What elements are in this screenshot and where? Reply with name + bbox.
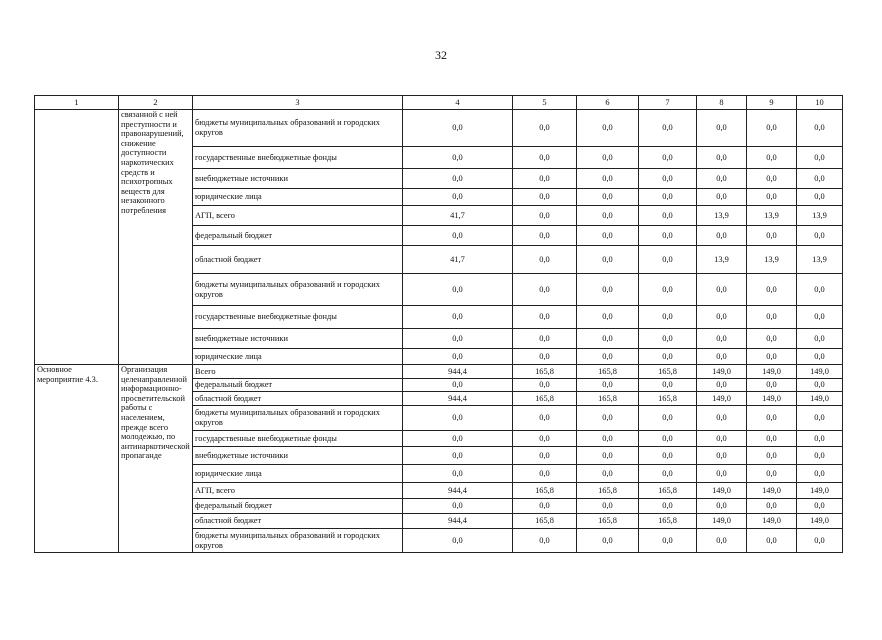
value-cell: 0,0 bbox=[513, 329, 577, 349]
value-cell: 0,0 bbox=[639, 274, 697, 306]
value-cell: 0,0 bbox=[639, 499, 697, 514]
value-cell: 0,0 bbox=[513, 465, 577, 483]
value-cell: 0,0 bbox=[639, 406, 697, 431]
value-cell: 0,0 bbox=[797, 431, 843, 447]
value-cell: 165,8 bbox=[639, 392, 697, 406]
funding-source-label: государственные внебюджетные фонды bbox=[193, 306, 403, 329]
activity-description-cell: связанной с ней преступности и правонарушений, снижение доступности наркотических средств и психотропных веществ для незаконного потребления bbox=[119, 110, 193, 365]
value-cell: 13,9 bbox=[747, 206, 797, 226]
value-cell: 149,0 bbox=[697, 392, 747, 406]
funding-source-label: государственные внебюджетные фонды bbox=[193, 147, 403, 169]
value-cell: 0,0 bbox=[697, 465, 747, 483]
value-cell: 0,0 bbox=[403, 189, 513, 206]
value-cell: 0,0 bbox=[513, 529, 577, 553]
value-cell: 0,0 bbox=[797, 406, 843, 431]
value-cell: 0,0 bbox=[403, 406, 513, 431]
funding-source-label: бюджеты муниципальных образований и городских округов bbox=[193, 274, 403, 306]
column-header: 1 bbox=[35, 96, 119, 110]
value-cell: 0,0 bbox=[697, 529, 747, 553]
value-cell: 0,0 bbox=[403, 147, 513, 169]
value-cell: 0,0 bbox=[797, 499, 843, 514]
value-cell: 0,0 bbox=[697, 306, 747, 329]
value-cell: 0,0 bbox=[639, 110, 697, 147]
value-cell: 0,0 bbox=[639, 529, 697, 553]
value-cell: 149,0 bbox=[697, 483, 747, 499]
value-cell: 149,0 bbox=[797, 365, 843, 379]
funding-source-label: юридические лица bbox=[193, 189, 403, 206]
page-number: 32 bbox=[435, 48, 447, 62]
value-cell: 0,0 bbox=[747, 379, 797, 392]
value-cell: 0,0 bbox=[747, 349, 797, 365]
value-cell: 0,0 bbox=[403, 306, 513, 329]
funding-source-label: федеральный бюджет bbox=[193, 226, 403, 246]
value-cell: 0,0 bbox=[697, 147, 747, 169]
value-cell: 149,0 bbox=[797, 483, 843, 499]
value-cell: 0,0 bbox=[747, 465, 797, 483]
value-cell: 0,0 bbox=[747, 529, 797, 553]
value-cell: 149,0 bbox=[797, 392, 843, 406]
value-cell: 0,0 bbox=[513, 147, 577, 169]
value-cell: 0,0 bbox=[403, 499, 513, 514]
value-cell: 165,8 bbox=[513, 483, 577, 499]
value-cell: 0,0 bbox=[747, 306, 797, 329]
value-cell: 0,0 bbox=[577, 431, 639, 447]
funding-source-label: внебюджетные источники bbox=[193, 169, 403, 189]
value-cell: 0,0 bbox=[797, 226, 843, 246]
funding-source-label: внебюджетные источники bbox=[193, 447, 403, 465]
value-cell: 0,0 bbox=[513, 349, 577, 365]
value-cell: 0,0 bbox=[513, 189, 577, 206]
value-cell: 0,0 bbox=[577, 379, 639, 392]
activity-name-cell: Основное мероприятие 4.3. bbox=[35, 365, 119, 553]
value-cell: 0,0 bbox=[513, 169, 577, 189]
value-cell: 13,9 bbox=[697, 206, 747, 226]
value-cell: 0,0 bbox=[577, 447, 639, 465]
value-cell: 0,0 bbox=[697, 226, 747, 246]
value-cell: 0,0 bbox=[513, 226, 577, 246]
value-cell: 0,0 bbox=[639, 431, 697, 447]
value-cell: 0,0 bbox=[747, 274, 797, 306]
funding-source-label: областной бюджет bbox=[193, 514, 403, 529]
value-cell: 0,0 bbox=[797, 447, 843, 465]
value-cell: 0,0 bbox=[747, 329, 797, 349]
value-cell: 165,8 bbox=[513, 365, 577, 379]
table-row bbox=[35, 110, 843, 147]
value-cell: 0,0 bbox=[513, 274, 577, 306]
value-cell: 0,0 bbox=[747, 169, 797, 189]
value-cell: 0,0 bbox=[577, 274, 639, 306]
value-cell: 0,0 bbox=[403, 529, 513, 553]
value-cell: 0,0 bbox=[747, 447, 797, 465]
value-cell: 0,0 bbox=[403, 349, 513, 365]
value-cell: 13,9 bbox=[797, 246, 843, 274]
value-cell: 13,9 bbox=[747, 246, 797, 274]
value-cell: 0,0 bbox=[513, 379, 577, 392]
value-cell: 0,0 bbox=[513, 499, 577, 514]
value-cell: 0,0 bbox=[797, 529, 843, 553]
value-cell: 0,0 bbox=[577, 246, 639, 274]
value-cell: 0,0 bbox=[697, 406, 747, 431]
value-cell: 149,0 bbox=[747, 365, 797, 379]
value-cell: 0,0 bbox=[403, 431, 513, 447]
value-cell: 0,0 bbox=[639, 206, 697, 226]
value-cell: 0,0 bbox=[697, 329, 747, 349]
funding-source-label: областной бюджет bbox=[193, 392, 403, 406]
value-cell: 0,0 bbox=[577, 169, 639, 189]
value-cell: 0,0 bbox=[797, 110, 843, 147]
value-cell: 0,0 bbox=[797, 189, 843, 206]
value-cell: 0,0 bbox=[513, 447, 577, 465]
value-cell: 165,8 bbox=[513, 392, 577, 406]
value-cell: 944,4 bbox=[403, 483, 513, 499]
value-cell: 0,0 bbox=[797, 349, 843, 365]
value-cell: 0,0 bbox=[797, 329, 843, 349]
table-body bbox=[35, 110, 843, 553]
value-cell: 0,0 bbox=[697, 447, 747, 465]
value-cell: 0,0 bbox=[639, 379, 697, 392]
value-cell: 0,0 bbox=[639, 246, 697, 274]
value-cell: 944,4 bbox=[403, 514, 513, 529]
value-cell: 0,0 bbox=[403, 465, 513, 483]
column-header: 6 bbox=[577, 96, 639, 110]
value-cell: 165,8 bbox=[577, 365, 639, 379]
value-cell: 0,0 bbox=[577, 349, 639, 365]
value-cell: 0,0 bbox=[513, 110, 577, 147]
value-cell: 0,0 bbox=[697, 274, 747, 306]
value-cell: 149,0 bbox=[747, 392, 797, 406]
value-cell: 0,0 bbox=[577, 147, 639, 169]
value-cell: 0,0 bbox=[697, 431, 747, 447]
value-cell: 0,0 bbox=[639, 349, 697, 365]
value-cell: 0,0 bbox=[639, 465, 697, 483]
value-cell: 0,0 bbox=[747, 110, 797, 147]
budget-table bbox=[34, 95, 843, 553]
value-cell: 0,0 bbox=[797, 274, 843, 306]
value-cell: 165,8 bbox=[577, 514, 639, 529]
funding-source-label: АГП, всего bbox=[193, 206, 403, 226]
value-cell: 165,8 bbox=[577, 483, 639, 499]
funding-source-label: юридические лица bbox=[193, 465, 403, 483]
value-cell: 149,0 bbox=[747, 483, 797, 499]
value-cell: 13,9 bbox=[797, 206, 843, 226]
value-cell: 149,0 bbox=[797, 514, 843, 529]
value-cell: 0,0 bbox=[577, 189, 639, 206]
header-row bbox=[35, 96, 843, 110]
value-cell: 0,0 bbox=[639, 169, 697, 189]
value-cell: 0,0 bbox=[513, 431, 577, 447]
funding-source-label: бюджеты муниципальных образований и городских округов bbox=[193, 110, 403, 147]
activity-name-cell bbox=[35, 110, 119, 365]
value-cell: 0,0 bbox=[403, 379, 513, 392]
value-cell: 0,0 bbox=[797, 465, 843, 483]
value-cell: 0,0 bbox=[797, 169, 843, 189]
value-cell: 165,8 bbox=[639, 365, 697, 379]
column-header: 5 bbox=[513, 96, 577, 110]
value-cell: 0,0 bbox=[747, 189, 797, 206]
value-cell: 0,0 bbox=[577, 206, 639, 226]
value-cell: 0,0 bbox=[513, 406, 577, 431]
table-row bbox=[35, 365, 843, 379]
funding-source-label: бюджеты муниципальных образований и городских округов bbox=[193, 406, 403, 431]
funding-source-label: федеральный бюджет bbox=[193, 379, 403, 392]
funding-source-label: Всего bbox=[193, 365, 403, 379]
value-cell: 41,7 bbox=[403, 246, 513, 274]
column-header: 7 bbox=[639, 96, 697, 110]
value-cell: 0,0 bbox=[577, 329, 639, 349]
value-cell: 0,0 bbox=[513, 306, 577, 329]
value-cell: 0,0 bbox=[403, 110, 513, 147]
value-cell: 944,4 bbox=[403, 365, 513, 379]
funding-source-label: федеральный бюджет bbox=[193, 499, 403, 514]
value-cell: 0,0 bbox=[797, 147, 843, 169]
funding-source-label: государственные внебюджетные фонды bbox=[193, 431, 403, 447]
funding-source-label: внебюджетные источники bbox=[193, 329, 403, 349]
value-cell: 0,0 bbox=[639, 147, 697, 169]
value-cell: 0,0 bbox=[797, 379, 843, 392]
value-cell: 0,0 bbox=[403, 169, 513, 189]
value-cell: 0,0 bbox=[577, 529, 639, 553]
value-cell: 0,0 bbox=[403, 447, 513, 465]
column-header: 10 bbox=[797, 96, 843, 110]
value-cell: 0,0 bbox=[577, 465, 639, 483]
value-cell: 0,0 bbox=[577, 306, 639, 329]
value-cell: 0,0 bbox=[639, 447, 697, 465]
value-cell: 0,0 bbox=[403, 274, 513, 306]
value-cell: 41,7 bbox=[403, 206, 513, 226]
funding-source-label: АГП, всего bbox=[193, 483, 403, 499]
value-cell: 0,0 bbox=[639, 306, 697, 329]
value-cell: 13,9 bbox=[697, 246, 747, 274]
column-header: 3 bbox=[193, 96, 403, 110]
value-cell: 0,0 bbox=[697, 169, 747, 189]
activity-description-cell: Организация целенаправленной информационно-просветительской работы с населением, прежде всего молодежью, по антинаркотической пропаганде bbox=[119, 365, 193, 553]
value-cell: 165,8 bbox=[639, 514, 697, 529]
value-cell: 0,0 bbox=[577, 406, 639, 431]
value-cell: 0,0 bbox=[697, 499, 747, 514]
value-cell: 0,0 bbox=[639, 189, 697, 206]
value-cell: 0,0 bbox=[697, 379, 747, 392]
value-cell: 149,0 bbox=[697, 365, 747, 379]
value-cell: 0,0 bbox=[697, 349, 747, 365]
value-cell: 165,8 bbox=[577, 392, 639, 406]
value-cell: 0,0 bbox=[697, 189, 747, 206]
value-cell: 0,0 bbox=[403, 226, 513, 246]
value-cell: 0,0 bbox=[747, 147, 797, 169]
value-cell: 0,0 bbox=[577, 226, 639, 246]
column-header: 2 bbox=[119, 96, 193, 110]
value-cell: 0,0 bbox=[747, 226, 797, 246]
value-cell: 165,8 bbox=[639, 483, 697, 499]
value-cell: 0,0 bbox=[639, 329, 697, 349]
column-header: 8 bbox=[697, 96, 747, 110]
column-header: 9 bbox=[747, 96, 797, 110]
funding-source-label: юридические лица bbox=[193, 349, 403, 365]
value-cell: 0,0 bbox=[513, 246, 577, 274]
value-cell: 0,0 bbox=[747, 406, 797, 431]
value-cell: 0,0 bbox=[747, 431, 797, 447]
value-cell: 0,0 bbox=[747, 499, 797, 514]
funding-source-label: бюджеты муниципальных образований и городских округов bbox=[193, 529, 403, 553]
value-cell: 0,0 bbox=[639, 226, 697, 246]
value-cell: 0,0 bbox=[403, 329, 513, 349]
value-cell: 0,0 bbox=[513, 206, 577, 226]
value-cell: 0,0 bbox=[797, 306, 843, 329]
value-cell: 0,0 bbox=[697, 110, 747, 147]
value-cell: 0,0 bbox=[577, 110, 639, 147]
value-cell: 0,0 bbox=[577, 499, 639, 514]
value-cell: 149,0 bbox=[697, 514, 747, 529]
funding-source-label: областной бюджет bbox=[193, 246, 403, 274]
value-cell: 944,4 bbox=[403, 392, 513, 406]
column-header: 4 bbox=[403, 96, 513, 110]
value-cell: 165,8 bbox=[513, 514, 577, 529]
value-cell: 149,0 bbox=[747, 514, 797, 529]
